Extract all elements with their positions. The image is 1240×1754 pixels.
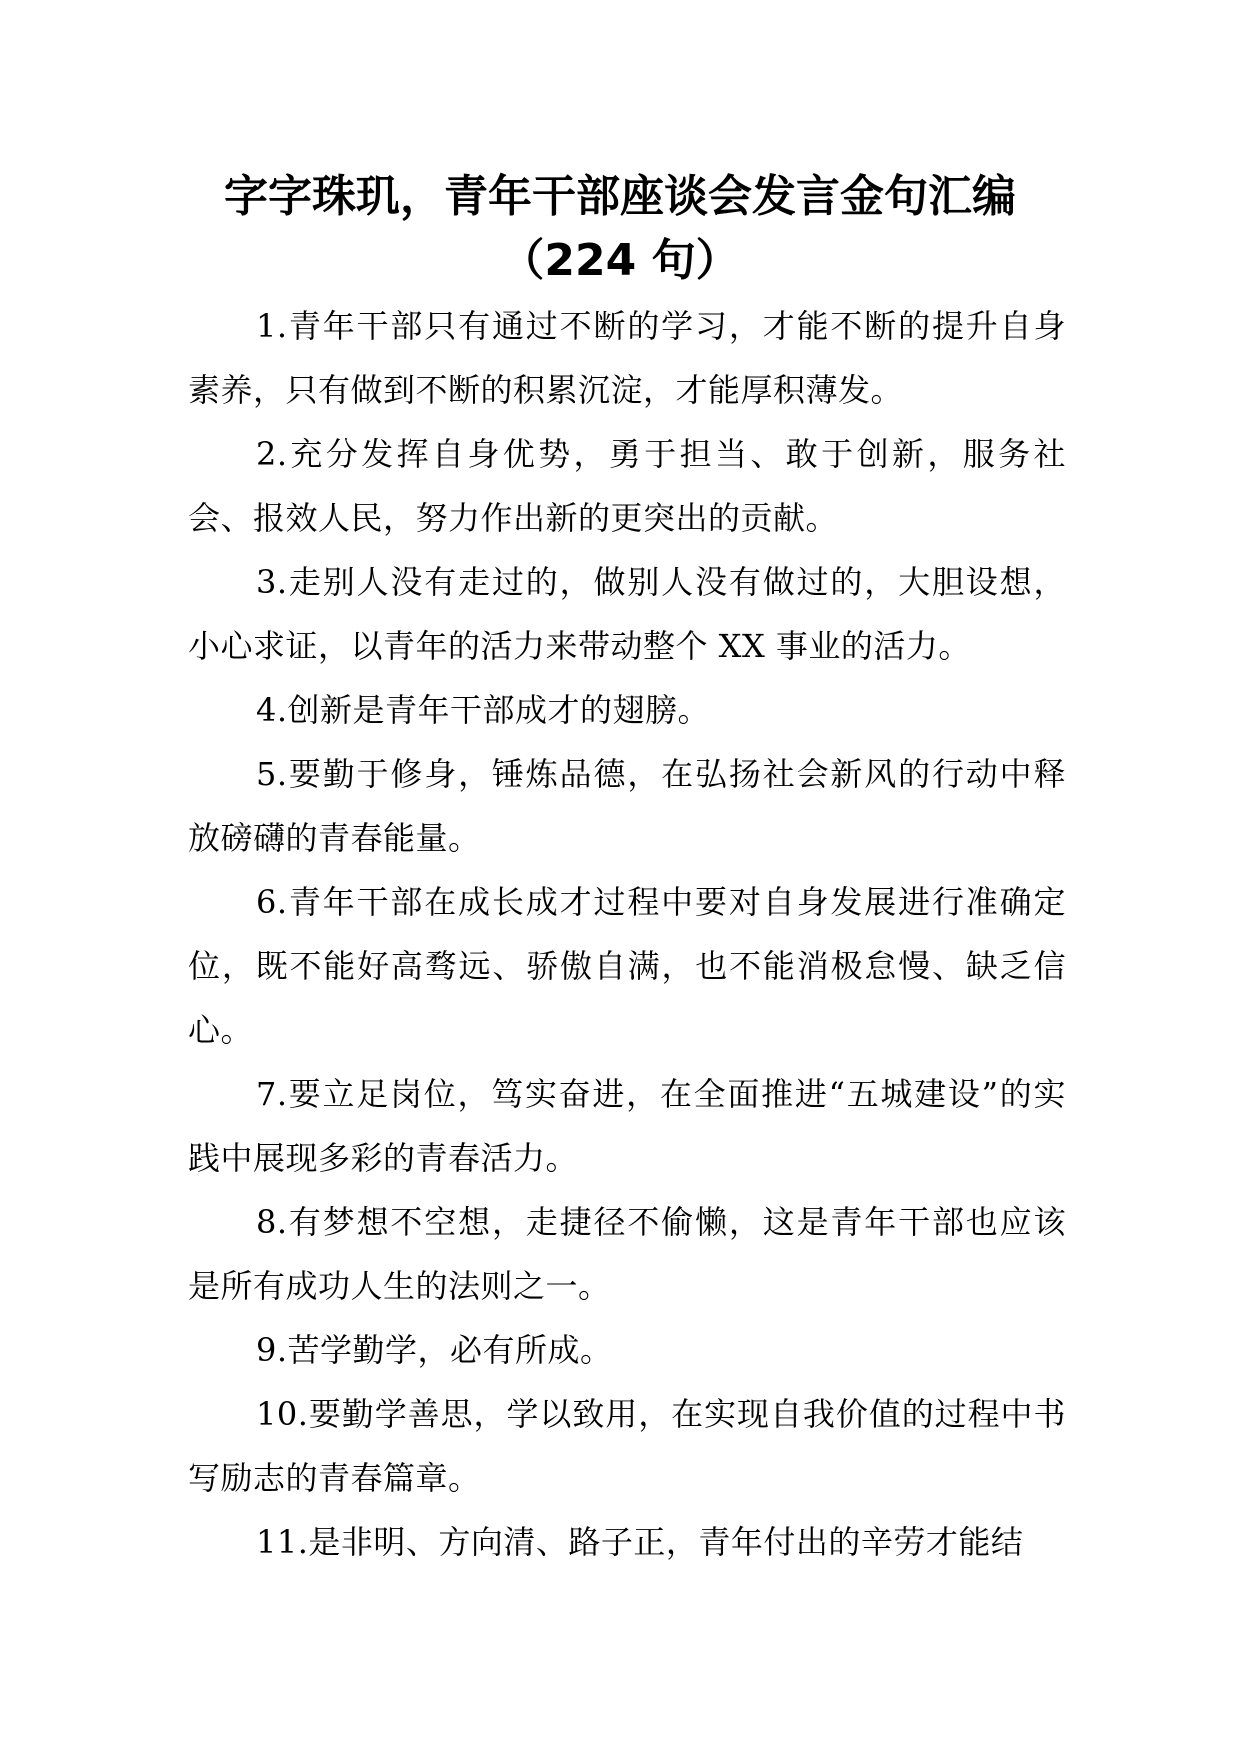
paragraph: 9.苦学勤学，必有所成。 <box>256 1331 613 1369</box>
paragraph: 4.创新是青年干部成才的翅膀。 <box>256 691 711 729</box>
paragraph: 10.要勤学善思，学以致用，在实现自我价值的过程中书写励志的青春篇章。 <box>188 1395 1066 1497</box>
paragraph: 8.有梦想不空想，走捷径不偷懒，这是青年干部也应该是所有成功人生的法则之一。 <box>188 1203 1066 1305</box>
paragraph: 5.要勤于修身，锤炼品德，在弘扬社会新风的行动中释放磅礴的青春能量。 <box>188 755 1066 857</box>
paragraph: 3.走别人没有走过的，做别人没有做过的，大胆设想，小心求证，以青年的活力来带动整个 XX 事业的活力。 <box>188 563 1066 665</box>
paragraph: 2.充分发挥自身优势，勇于担当、敢于创新，服务社会、报效人民，努力作出新的更突出的贡献。 <box>188 435 1066 537</box>
paragraph: 7.要立足岗位，笃实奋进，在全面推进“五城建设”的实践中展现多彩的青春活力。 <box>188 1075 1066 1177</box>
paragraph: 6.青年干部在成长成才过程中要对自身发展进行准确定位，既不能好高骛远、骄傲自满，也不能消极怠慢、缺乏信心。 <box>188 883 1066 1049</box>
document-title-line1: 字字珠玑，青年干部座谈会发言金句汇编 <box>224 171 1016 222</box>
paragraph: 11.是非明、方向清、路子正，青年付出的辛劳才能结 <box>256 1523 1024 1561</box>
paragraph: 1.青年干部只有通过不断的学习，才能不断的提升自身素养，只有做到不断的积累沉淀，才能厚积薄发。 <box>188 307 1066 409</box>
document-title-line2: （224 句） <box>500 235 740 286</box>
